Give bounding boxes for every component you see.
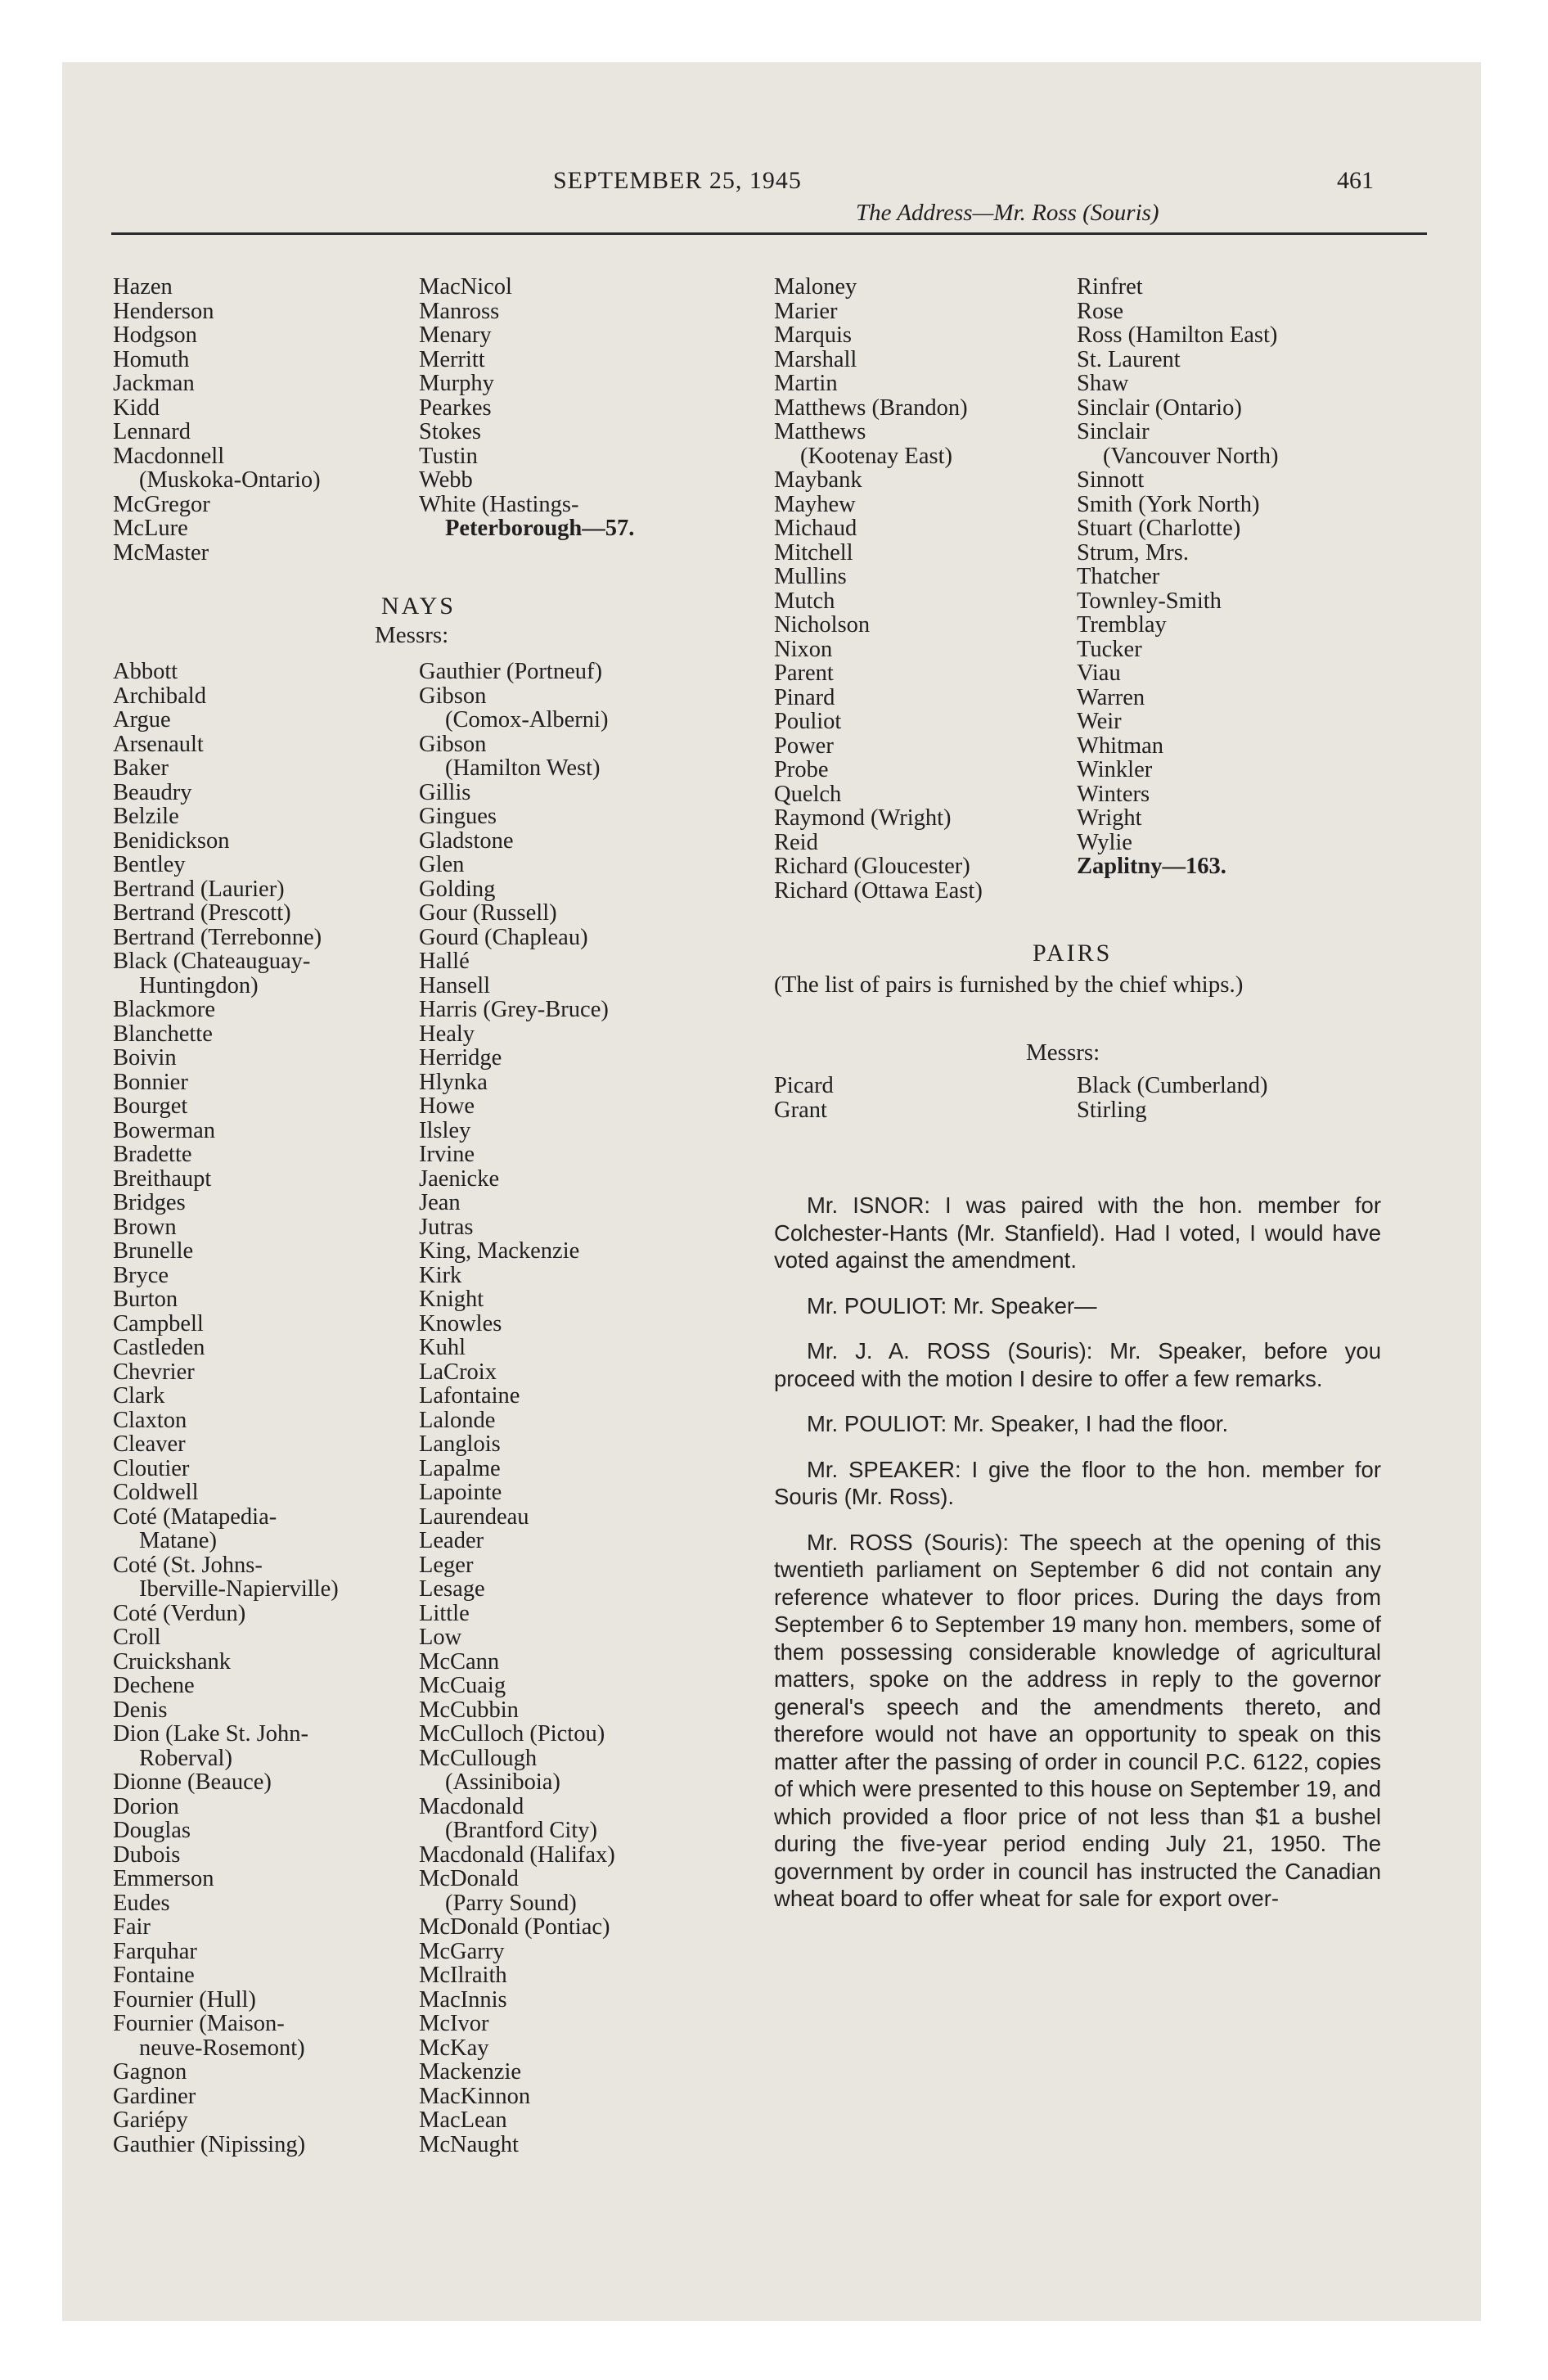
member-name: McIlraith xyxy=(419,1963,507,1988)
member-name: Macdonald xyxy=(419,1793,524,1819)
member-name: Webb xyxy=(419,467,473,493)
member-name: McCann xyxy=(419,1648,500,1675)
member-name: (Kootenay East) xyxy=(800,443,952,469)
member-name: Reid xyxy=(774,829,818,855)
page-number: 461 xyxy=(1337,167,1374,194)
nays-column-4 xyxy=(1077,275,1278,879)
member-name: Fournier (Maison- xyxy=(113,2011,285,2036)
member-name: Kidd xyxy=(113,394,160,421)
member-name: Bourget xyxy=(113,1093,188,1119)
member-name: Matane) xyxy=(139,1528,217,1553)
pairs-column-2 xyxy=(1077,1074,1267,1122)
member-name: neuve-Rosemont) xyxy=(139,2035,305,2061)
member-name: LaCroix xyxy=(419,1359,497,1385)
member-name: Castleden xyxy=(113,1335,205,1360)
member-name: Stuart (Charlotte) xyxy=(1077,516,1241,541)
member-name: Bertrand (Terrebonne) xyxy=(113,924,322,950)
member-name: Kuhl xyxy=(419,1335,466,1360)
member-name: Pearkes xyxy=(419,394,492,421)
member-name: (Brantford City) xyxy=(445,1818,598,1843)
member-name: Coté (Verdun) xyxy=(113,1600,246,1626)
member-name: Harris (Grey-Bruce) xyxy=(419,997,609,1022)
member-name: Mayhew xyxy=(774,491,856,517)
member-name: Dorion xyxy=(113,1793,179,1819)
document-page xyxy=(62,62,1481,2321)
member-name: King, Mackenzie xyxy=(419,1238,580,1264)
member-name: Mackenzie xyxy=(419,2059,522,2085)
member-name: Winkler xyxy=(1077,757,1153,782)
member-name: Gibson xyxy=(419,683,487,709)
member-name: Leger xyxy=(419,1552,474,1578)
page-header xyxy=(62,62,1481,250)
member-name: Ross (Hamilton East) xyxy=(1077,322,1278,348)
member-name: Maloney xyxy=(774,274,857,300)
member-name: Knowles xyxy=(419,1310,502,1336)
member-name: Gauthier (Nipissing) xyxy=(113,2131,306,2157)
member-name: Hazen xyxy=(113,274,173,300)
member-name: Sinclair (Ontario) xyxy=(1077,394,1242,421)
member-name: Belzile xyxy=(113,804,179,829)
member-name: Fournier (Hull) xyxy=(113,1986,256,2013)
member-name: Bridges xyxy=(113,1190,186,1215)
member-name: McCullough xyxy=(419,1745,538,1771)
nays-messrs-label: Messrs: xyxy=(375,622,449,648)
member-name: Burton xyxy=(113,1287,178,1312)
member-name: Gingues xyxy=(419,804,497,829)
member-name: Roberval) xyxy=(139,1745,232,1771)
member-name: Healy xyxy=(419,1021,475,1047)
member-name: Coté (St. Johns- xyxy=(113,1552,263,1578)
member-name: Quelch xyxy=(774,781,842,807)
member-name: Dion (Lake St. John- xyxy=(113,1721,309,1747)
member-name: MacInnis xyxy=(419,1986,507,2013)
pairs-column-1 xyxy=(774,1074,834,1122)
member-name: Mutch xyxy=(774,588,835,614)
member-name: Gourd (Chapleau) xyxy=(419,924,588,950)
nays-heading: NAYS xyxy=(381,593,456,620)
member-name: McDonald (Pontiac) xyxy=(419,1914,610,1940)
member-name: Smith (York North) xyxy=(1077,491,1260,517)
member-name: Jaenicke xyxy=(419,1165,500,1192)
speech-paragraph: Mr. SPEAKER: I give the floor to the hon. member for Souris (Mr. Ross). xyxy=(774,1456,1381,1509)
member-name: Marquis xyxy=(774,322,852,348)
member-name: Boivin xyxy=(113,1045,177,1071)
member-name: Leader xyxy=(419,1528,484,1553)
member-name: Campbell xyxy=(113,1310,204,1336)
member-name: Rinfret xyxy=(1077,274,1143,300)
member-name: Fontaine xyxy=(113,1963,195,1988)
member-name: Black (Chateauguay- xyxy=(113,949,311,974)
member-name: Weir xyxy=(1077,709,1122,734)
member-name: MacLean xyxy=(419,2107,507,2133)
debate-text xyxy=(774,1192,1381,1913)
member-name: Maybank xyxy=(774,467,862,493)
header-rule xyxy=(111,232,1427,235)
pairs-heading: PAIRS xyxy=(1033,940,1113,967)
member-name: Gariépy xyxy=(113,2107,188,2133)
member-name: (Vancouver North) xyxy=(1103,443,1279,469)
member-name: Chevrier xyxy=(113,1359,195,1385)
member-name: Wright xyxy=(1077,805,1142,831)
member-name: (Muskoka-Ontario) xyxy=(139,467,321,493)
member-name: Glen xyxy=(419,852,465,877)
member-name: Eudes xyxy=(113,1890,170,1916)
member-name: Warren xyxy=(1077,684,1145,710)
member-name: Bertrand (Prescott) xyxy=(113,900,291,926)
member-name: Brown xyxy=(113,1214,177,1240)
member-name: McCubbin xyxy=(419,1697,519,1723)
member-name: Bradette xyxy=(113,1142,192,1167)
member-name: Hansell xyxy=(419,972,491,998)
member-name: Bowerman xyxy=(113,1117,216,1143)
member-name: Gour (Russell) xyxy=(419,900,557,926)
member-name: Merritt xyxy=(419,346,485,372)
member-name: Marier xyxy=(774,298,838,324)
speech-paragraph: Mr. ISNOR: I was paired with the hon. member for Colchester-Hants (Mr. Stanfield). Had I voted, I would have voted against the amendment. xyxy=(774,1192,1381,1273)
member-name: Sinnott xyxy=(1077,467,1145,493)
member-name: Richard (Ottawa East) xyxy=(774,877,983,904)
member-name: McLure xyxy=(113,516,188,541)
member-name: Parent xyxy=(774,660,834,686)
member-name: Mitchell xyxy=(774,539,853,566)
member-name: Gladstone xyxy=(419,827,514,854)
running-head: The Address—Mr. Ross (Souris) xyxy=(856,200,1159,226)
member-name: Zaplitny—163. xyxy=(1077,854,1226,879)
member-name: Jutras xyxy=(419,1214,474,1240)
member-name: Tucker xyxy=(1077,636,1142,662)
speech-paragraph: Mr. ROSS (Souris): The speech at the opening of this twentieth parliament on September 6 did not contain any reference whatever to floor prices. During the days from September 6 to September 19 many hon. members, some of them possessing considerable knowledge of agricultural matters, spoke on the address in reply to the governor general's speech and the amendments thereto, and therefore would not have an opportunity to speak on this matter after the passing of order in council P.C. 6122, copies of which were presented to this house on September 19, and which provided a floor price of not less than $1 a bushel during the five-year period ending July 21, 1950. The government by order in council has instructed the Canadian wheat board to offer wheat for sale for export over- xyxy=(774,1529,1381,1911)
member-name: McCuaig xyxy=(419,1673,506,1698)
member-name: Thatcher xyxy=(1077,564,1160,589)
member-name: Strum, Mrs. xyxy=(1077,539,1189,566)
member-name: McIvor xyxy=(419,2011,489,2036)
member-name: Gillis xyxy=(419,779,471,805)
member-name: Laurendeau xyxy=(419,1503,529,1530)
member-name: Gauthier (Portneuf) xyxy=(419,659,602,684)
member-name: McGregor xyxy=(113,491,210,517)
member-name: Pouliot xyxy=(774,709,842,734)
member-name: Ilsley xyxy=(419,1117,471,1143)
member-name: Bonnier xyxy=(113,1069,188,1095)
member-name: Black (Cumberland) xyxy=(1077,1073,1268,1098)
member-name: Tremblay xyxy=(1077,612,1167,638)
member-name: Dechene xyxy=(113,1673,195,1698)
member-name: Pinard xyxy=(774,684,835,710)
member-name: Golding xyxy=(419,876,496,902)
member-name: Tustin xyxy=(419,443,478,469)
member-name: Herridge xyxy=(419,1045,502,1071)
speech-paragraph: Mr. POULIOT: Mr. Speaker, I had the floor. xyxy=(807,1411,1229,1436)
member-name: Macdonnell xyxy=(113,443,225,469)
member-name: (Hamilton West) xyxy=(445,755,601,781)
member-name: Shaw xyxy=(1077,371,1129,396)
nays-column-2 xyxy=(419,660,615,2157)
member-name: Iberville-Napierville) xyxy=(139,1576,339,1602)
member-name: Kirk xyxy=(419,1262,462,1288)
member-name: Little xyxy=(419,1600,470,1626)
member-name: Mullins xyxy=(774,564,847,589)
member-name: Howe xyxy=(419,1093,475,1119)
member-name: Bertrand (Laurier) xyxy=(113,876,285,902)
nays-column-1 xyxy=(113,660,339,2157)
member-name: Argue xyxy=(113,707,171,732)
member-name: Wylie xyxy=(1077,829,1132,855)
member-name: Abbott xyxy=(113,659,178,684)
nays-column-3 xyxy=(774,275,983,903)
pairs-note: (The list of pairs is furnished by the chief whips.) xyxy=(774,971,1244,998)
member-name: Manross xyxy=(419,298,500,324)
yeas-column-2 xyxy=(419,275,634,541)
member-name: Breithaupt xyxy=(113,1165,212,1192)
member-name: McNaught xyxy=(419,2131,519,2157)
member-name: (Comox-Alberni) xyxy=(445,707,609,732)
member-name: McKay xyxy=(419,2035,489,2061)
member-name: McMaster xyxy=(113,539,209,566)
member-name: Grant xyxy=(774,1097,827,1123)
member-name: Nicholson xyxy=(774,612,871,638)
member-name: Stokes xyxy=(419,419,482,444)
member-name: Coté (Matapedia- xyxy=(113,1503,277,1530)
member-name: Lapointe xyxy=(419,1480,502,1505)
member-name: Lapalme xyxy=(419,1455,501,1481)
member-name: Sinclair xyxy=(1077,419,1150,444)
member-name: Fair xyxy=(113,1914,151,1940)
member-name: Bryce xyxy=(113,1262,169,1288)
member-name: Emmerson xyxy=(113,1866,214,1891)
member-name: Nixon xyxy=(774,636,833,662)
member-name: Cleaver xyxy=(113,1431,186,1457)
member-name: Henderson xyxy=(113,298,214,324)
member-name: Winters xyxy=(1077,781,1150,807)
yeas-column-1 xyxy=(113,275,321,565)
member-name: Power xyxy=(774,732,834,759)
member-name: Gagnon xyxy=(113,2059,187,2085)
member-name: Denis xyxy=(113,1697,168,1723)
member-name: Huntingdon) xyxy=(139,972,259,998)
member-name: Townley-Smith xyxy=(1077,588,1222,614)
member-name: Lennard xyxy=(113,419,191,444)
member-name: Archibald xyxy=(113,683,206,709)
speech-paragraph: Mr. J. A. ROSS (Souris): Mr. Speaker, before you proceed with the motion I desire to offer a few remarks. xyxy=(774,1338,1381,1391)
member-name: Croll xyxy=(113,1625,161,1650)
member-name: Jean xyxy=(419,1190,461,1215)
member-name: Low xyxy=(419,1625,462,1650)
member-name: Whitman xyxy=(1077,732,1164,759)
member-name: Macdonald (Halifax) xyxy=(419,1841,615,1868)
member-name: Peterborough—57. xyxy=(445,516,635,541)
member-name: Viau xyxy=(1077,660,1121,686)
member-name: Douglas xyxy=(113,1818,191,1843)
member-name: Hlynka xyxy=(419,1069,488,1095)
member-name: Irvine xyxy=(419,1142,475,1167)
member-name: Richard (Gloucester) xyxy=(774,854,970,879)
member-name: Claxton xyxy=(113,1407,187,1433)
member-name: Bentley xyxy=(113,852,186,877)
member-name: Martin xyxy=(774,371,838,396)
member-name: Cruickshank xyxy=(113,1648,232,1675)
member-name: Gardiner xyxy=(113,2083,196,2109)
member-name: McCulloch (Pictou) xyxy=(419,1721,605,1747)
member-name: MacKinnon xyxy=(419,2083,531,2109)
member-name: (Parry Sound) xyxy=(445,1890,577,1916)
member-name: Coldwell xyxy=(113,1480,199,1505)
member-name: Hallé xyxy=(419,949,470,974)
member-name: Lesage xyxy=(419,1576,485,1602)
member-name: Dubois xyxy=(113,1841,181,1868)
member-name: Baker xyxy=(113,755,169,781)
member-name: Knight xyxy=(419,1287,484,1312)
member-name: Probe xyxy=(774,757,829,782)
member-name: Matthews xyxy=(774,419,866,444)
member-name: Gibson xyxy=(419,731,487,757)
member-name: Lalonde xyxy=(419,1407,496,1433)
member-name: Raymond (Wright) xyxy=(774,805,952,831)
member-name: McDonald xyxy=(419,1866,519,1891)
member-name: Stirling xyxy=(1077,1097,1147,1123)
member-name: Beaudry xyxy=(113,779,192,805)
member-name: White (Hastings- xyxy=(419,491,579,517)
member-name: Hodgson xyxy=(113,322,197,348)
member-name: Arsenault xyxy=(113,731,204,757)
member-name: Jackman xyxy=(113,371,195,396)
member-name: Lafontaine xyxy=(419,1383,520,1409)
member-name: MacNicol xyxy=(419,274,512,300)
member-name: Cloutier xyxy=(113,1455,190,1481)
pairs-messrs-label: Messrs: xyxy=(1026,1039,1100,1066)
member-name: Menary xyxy=(419,322,492,348)
member-name: (Assiniboia) xyxy=(445,1769,560,1795)
header-date: SEPTEMBER 25, 1945 xyxy=(553,167,802,194)
member-name: Benidickson xyxy=(113,827,230,854)
member-name: McGarry xyxy=(419,1938,505,1964)
member-name: Matthews (Brandon) xyxy=(774,394,968,421)
member-name: Michaud xyxy=(774,516,857,541)
member-name: Blanchette xyxy=(113,1021,213,1047)
member-name: Picard xyxy=(774,1073,834,1098)
member-name: Farquhar xyxy=(113,1938,197,1964)
member-name: Langlois xyxy=(419,1431,501,1457)
member-name: Blackmore xyxy=(113,997,216,1022)
member-name: Homuth xyxy=(113,346,190,372)
member-name: Murphy xyxy=(419,371,494,396)
member-name: St. Laurent xyxy=(1077,346,1181,372)
member-name: Dionne (Beauce) xyxy=(113,1769,272,1795)
member-name: Clark xyxy=(113,1383,165,1409)
member-name: Brunelle xyxy=(113,1238,194,1264)
member-name: Rose xyxy=(1077,298,1123,324)
member-name: Marshall xyxy=(774,346,857,372)
speech-paragraph: Mr. POULIOT: Mr. Speaker— xyxy=(807,1292,1097,1318)
